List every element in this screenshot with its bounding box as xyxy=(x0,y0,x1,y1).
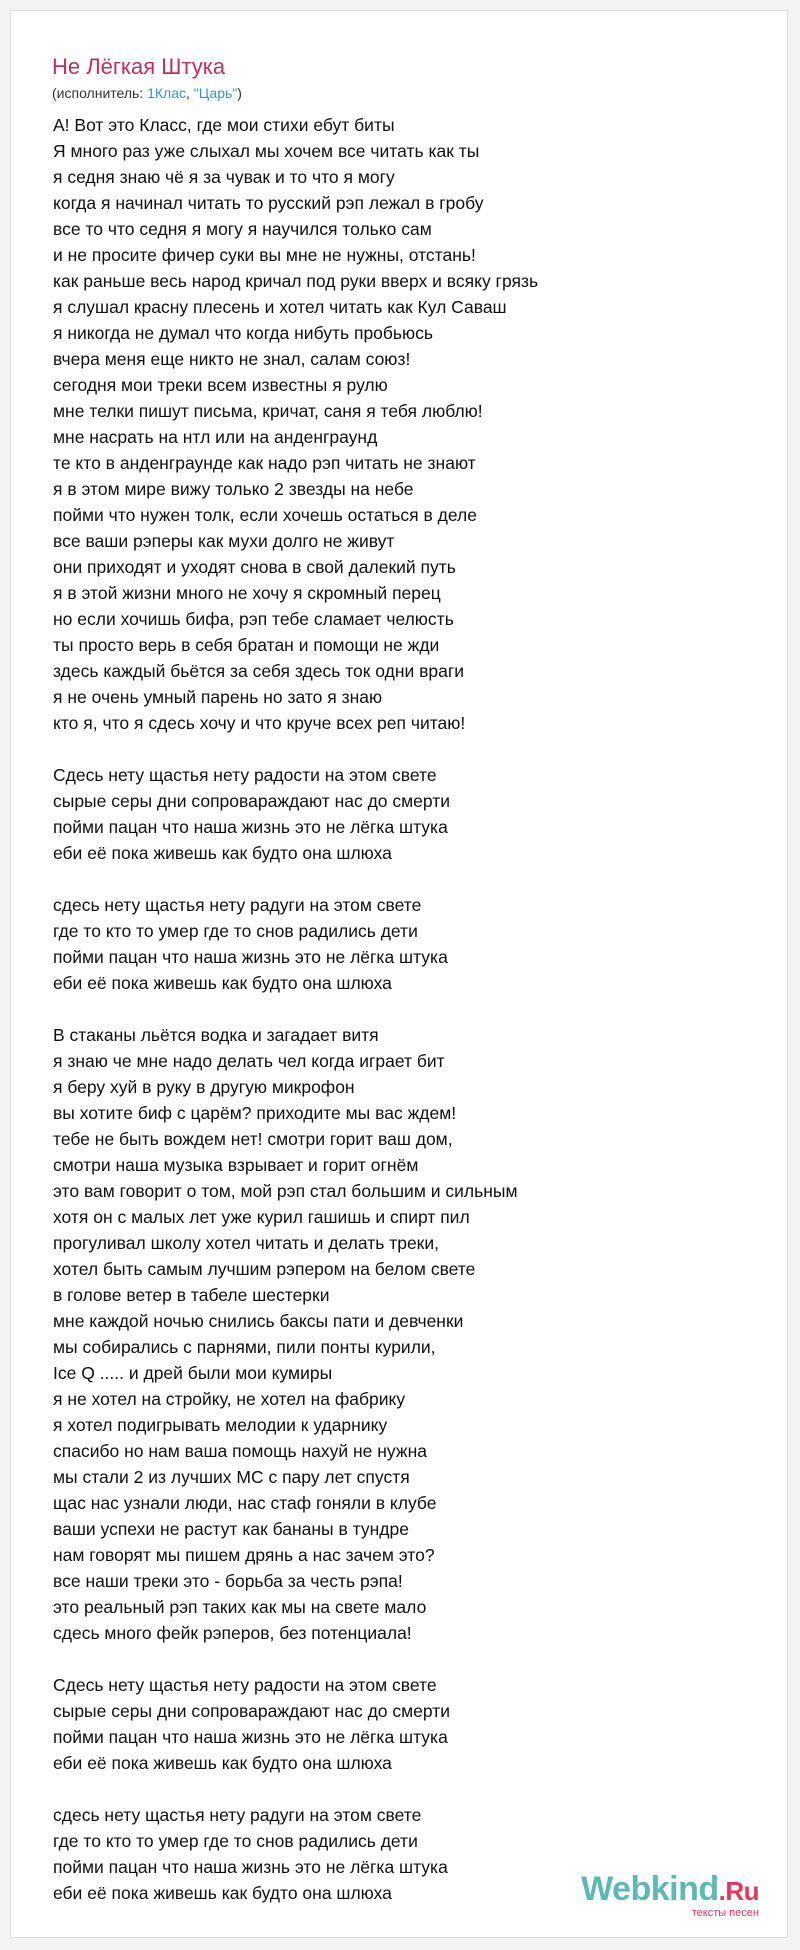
lyrics-stanza xyxy=(53,762,773,866)
lyrics-line: мне каждой ночью снились баксы пати и девченки xyxy=(53,1311,464,1331)
lyrics-line: кто я, что я сдесь хочу и что круче всех реп читаю! xyxy=(53,713,466,733)
lyrics-line: я слушал красну плесень и хотел читать как Кул Саваш xyxy=(53,297,507,317)
lyrics-line: я седня знаю чё я за чувак и то что я могу xyxy=(53,167,395,187)
lyrics-line: я в этом мире вижу только 2 звезды на небе xyxy=(53,479,414,499)
lyrics-line: здесь каждый бьётся за себя здесь ток одни враги xyxy=(53,661,465,681)
performer-line xyxy=(52,84,242,102)
lyrics-line: как раньше весь народ кричал под руки вверх и всяку грязь xyxy=(53,271,539,291)
lyrics-line: я знаю че мне надо делать чел когда играет бит xyxy=(53,1051,445,1071)
lyrics-card xyxy=(10,10,788,1938)
song-title: Не Лёгкая Штука xyxy=(52,54,226,79)
lyrics-line: все ваши рэперы как мухи долго не живут xyxy=(53,531,395,551)
lyrics-line: Сдесь нету щастья нету радости на этом свете xyxy=(53,1675,437,1695)
lyrics-line: это вам говорит о том, мой рэп стал большим и сильным xyxy=(53,1181,518,1201)
lyrics-line: когда я начинал читать то русский рэп лежал в гробу xyxy=(53,193,484,213)
performer-suffix: ) xyxy=(237,85,242,101)
lyrics-line: сдесь нету щастья нету радуги на этом свете xyxy=(53,1805,422,1825)
lyrics-line: еби её пока живешь как будто она шлюха xyxy=(53,843,392,863)
lyrics-line: хотел быть самым лучшим рэпером на белом свете xyxy=(53,1259,476,1279)
lyrics-line: в голове ветер в табеле шестерки xyxy=(53,1285,330,1305)
lyrics-line: Сдесь нету щастья нету радости на этом свете xyxy=(53,765,437,785)
lyrics-line: нам говорят мы пишем дрянь а нас зачем это? xyxy=(53,1545,435,1565)
lyrics-line: Я много раз уже слыхал мы хочем все читать как ты xyxy=(53,141,480,161)
lyrics-line: мне телки пишут письма, кричат, саня я тебя люблю! xyxy=(53,401,483,421)
brand-tld: .Ru xyxy=(718,1876,759,1906)
lyrics-line: вы хотите биф с царём? приходите мы вас ждем! xyxy=(53,1103,457,1123)
artist-link-1klas[interactable]: 1Клас xyxy=(147,85,186,101)
lyrics-line: но если хочишь бифа, рэп тебе сламает челюсть xyxy=(53,609,454,629)
lyrics-body xyxy=(53,112,773,1932)
lyrics-line: сдесь много фейк рэперов, без потенциала! xyxy=(53,1623,412,1643)
lyrics-line: это реальный рэп таких как мы на свете мало xyxy=(53,1597,427,1617)
lyrics-line: щас нас узнали люди, нас стаф гоняли в клубе xyxy=(53,1493,437,1513)
lyrics-line: прогуливал школу хотел читать и делать треки, xyxy=(53,1233,439,1253)
lyrics-line: мы собирались с парнями, пили понты курили, xyxy=(53,1337,436,1357)
lyrics-line: сырые серы дни сопровараждают нас до смерти xyxy=(53,791,451,811)
lyrics-line: те кто в анденграунде как надо рэп читать не знают xyxy=(53,453,476,473)
lyrics-stanza xyxy=(53,1022,773,1646)
lyrics-line: они приходят и уходят снова в свой далекий путь xyxy=(53,557,456,577)
lyrics-line: еби её пока живешь как будто она шлюха xyxy=(53,1753,392,1773)
lyrics-line: я хотел подигрывать мелодии к ударнику xyxy=(53,1415,388,1435)
lyrics-line: все наши треки это - борьба за честь рэпа! xyxy=(53,1571,403,1591)
lyrics-line: вчера меня еще никто не знал, салам союз! xyxy=(53,349,411,369)
lyrics-stanza xyxy=(53,1672,773,1776)
lyrics-line: я беру хуй в руку в другую микрофон xyxy=(53,1077,355,1097)
lyrics-line: А! Вот это Класс, где мои стихи ебут биты xyxy=(53,115,395,135)
lyrics-line: еби её пока живешь как будто она шлюха xyxy=(53,973,392,993)
lyrics-line: где то кто то умер где то снов радились дети xyxy=(53,921,418,941)
lyrics-line: где то кто то умер где то снов радились дети xyxy=(53,1831,418,1851)
lyrics-line: сегодня мои треки всем известны я рулю xyxy=(53,375,388,395)
lyrics-line: я не очень умный парень но зато я знаю xyxy=(53,687,383,707)
lyrics-line: пойми пацан что наша жизнь это не лёгка штука xyxy=(53,817,448,837)
lyrics-line: В стаканы льётся водка и загадает витя xyxy=(53,1025,379,1045)
lyrics-line: тебе не быть вождем нет! смотри горит ваш дом, xyxy=(53,1129,453,1149)
lyrics-line: пойми что нужен толк, если хочешь остаться в деле xyxy=(53,505,477,525)
lyrics-line: ваши успехи не растут как бананы в тундре xyxy=(53,1519,409,1539)
lyrics-line: еби её пока живешь как будто она шлюха xyxy=(53,1883,392,1903)
lyrics-line: сырые серы дни сопровараждают нас до смерти xyxy=(53,1701,451,1721)
lyrics-line: я в этой жизни много не хочу я скромный перец xyxy=(53,583,441,603)
lyrics-line: хотя он с малых лет уже курил гашишь и спирт пил xyxy=(53,1207,470,1227)
artist-link-tsar[interactable]: "Царь" xyxy=(193,85,238,101)
lyrics-line: я не хотел на стройку, не хотел на фабрику xyxy=(53,1389,406,1409)
brand-tagline: тексты песен xyxy=(691,1907,759,1919)
lyrics-line: мне насрать на нтл или на анденграунд xyxy=(53,427,378,447)
lyrics-line: мы стали 2 из лучших МС с пару лет спустя xyxy=(53,1467,410,1487)
lyrics-line: смотри наша музыка взрывает и горит огнём xyxy=(53,1155,419,1175)
site-brand[interactable] xyxy=(581,1871,759,1919)
lyrics-line: пойми пацан что наша жизнь это не лёгка штука xyxy=(53,947,448,967)
lyrics-line: сдесь нету щастья нету радуги на этом свете xyxy=(53,895,422,915)
lyrics-line: пойми пацан что наша жизнь это не лёгка штука xyxy=(53,1857,448,1877)
webkind-logo[interactable] xyxy=(581,1871,759,1909)
lyrics-line: пойми пацан что наша жизнь это не лёгка штука xyxy=(53,1727,448,1747)
lyrics-line: спасибо но нам ваша помощь нахуй не нужна xyxy=(53,1441,427,1461)
lyrics-stanza xyxy=(53,112,773,736)
performer-prefix: (исполнитель: xyxy=(52,85,148,101)
lyrics-line: я никогда не думал что когда нибуть пробьюсь xyxy=(53,323,434,343)
brand-name: Webkind xyxy=(581,1870,719,1908)
lyrics-stanza xyxy=(53,892,773,996)
lyrics-line: все то что седня я могу я научился только сам xyxy=(53,219,432,239)
lyrics-line: Ice Q ..... и дрей были мои кумиры xyxy=(53,1363,333,1383)
lyrics-line: и не просите фичер суки вы мне не нужны, отстань! xyxy=(53,245,476,265)
lyrics-line: ты просто верь в себя братан и помощи не жди xyxy=(53,635,440,655)
artist-separator: , xyxy=(186,85,194,101)
